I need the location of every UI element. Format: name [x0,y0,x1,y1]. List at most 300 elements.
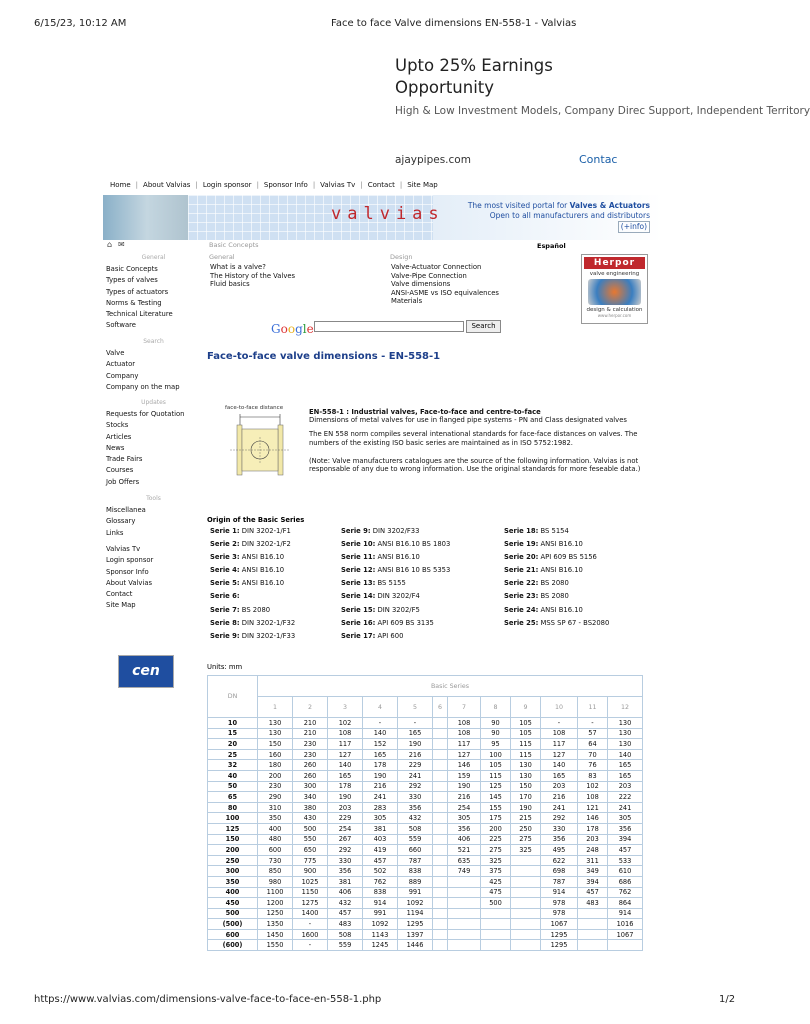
table-cell [481,908,511,919]
origin-title: Origin of the Basic Series [207,516,305,524]
series-standard: ANSI B16.10 [239,553,285,562]
table-cell: 230 [293,739,328,750]
table-cell [433,855,448,866]
table-cell: 140 [608,749,643,760]
ad-domain[interactable]: ajaypipes.com [395,154,471,166]
table-cell: 165 [398,728,433,739]
sidebar-link[interactable]: Miscellanea [106,506,146,514]
table-cell: 117 [541,739,578,750]
series-label: Serie 12: [341,566,376,575]
table-cell: 165 [328,770,363,781]
table-cell: 229 [398,760,433,771]
table-cell [481,929,511,940]
table-cell: 241 [541,802,578,813]
series-label: Serie 11: [341,553,376,562]
table-cell: 105 [511,728,541,739]
table-cell: - [541,718,578,729]
sidebar-link[interactable]: Login sponsor [106,556,154,565]
concept-link[interactable]: Fluid basics [210,280,250,288]
table-cell: 914 [608,908,643,919]
table-cell: 130 [608,728,643,739]
table-cell: 260 [293,770,328,781]
series-standard: ANSI B16.10 [375,553,420,562]
table-cell [433,760,448,771]
basic-concepts-label: Basic Concepts [209,241,259,249]
top-nav [105,181,443,189]
dn-cell: 500 [208,908,258,919]
dn-cell: 250 [208,855,258,866]
series-entry [210,632,295,645]
table-cell: 203 [608,781,643,792]
table-cell: 165 [608,770,643,781]
table-cell: 203 [578,834,608,845]
concept-link[interactable]: Valve-Pipe Connection [391,271,467,280]
sidebar-link[interactable]: Trade Fairs [106,455,143,464]
nav-separator: | [195,181,198,189]
table-cell: 381 [363,823,398,834]
sidebar-link[interactable]: Types of valves [106,276,158,285]
concept-link[interactable]: Valve-Actuator Connection [391,263,482,271]
print-page-title: Face to face Valve dimensions EN-558-1 - Valvias [331,18,577,29]
table-cell [448,898,481,909]
series-label: Serie 8: [210,618,240,627]
table-cell: 430 [293,813,328,824]
table-cell: 170 [511,792,541,803]
table-cell: 349 [578,866,608,877]
table-cell: - [293,919,328,930]
table-cell: 175 [481,813,511,824]
dn-cell: 32 [208,760,258,771]
table-cell [433,781,448,792]
series-entry [341,606,450,619]
table-cell: 1092 [363,919,398,930]
table-cell: 215 [511,813,541,824]
table-cell [433,728,448,739]
table-row [208,728,643,739]
series-column-2 [341,527,450,645]
table-cell [433,929,448,940]
table-cell: 457 [328,908,363,919]
table-row [208,802,643,813]
series-entry [210,540,295,553]
table-cell: 230 [293,749,328,760]
table-cell: 850 [258,866,293,877]
series-column-header: 6 [433,697,448,718]
series-standard: ANSI B16.10 [239,566,285,575]
table-cell: 838 [363,887,398,898]
table-cell: 108 [578,792,608,803]
table-cell: 914 [363,898,398,909]
more-info-link[interactable]: (+info) [618,221,650,233]
table-cell: 432 [328,898,363,909]
table-cell: 216 [398,749,433,760]
sidebar-link[interactable]: Basic Concepts [106,265,158,273]
table-header-row [208,676,643,697]
sidebar-link[interactable]: Requests for Quotation [106,410,185,418]
series-label: Serie 14: [341,592,376,601]
table-cell: 432 [398,813,433,824]
nav-link[interactable]: About Valvias [143,181,191,189]
table-cell: 622 [541,855,578,866]
dn-cell: 400 [208,887,258,898]
ad-headline[interactable]: Upto 25% Earnings Opportunity [395,56,553,97]
table-cell: 1550 [258,940,293,951]
table-cell: 1446 [398,940,433,951]
table-cell: 290 [258,792,293,803]
sidebar-link[interactable]: Company [106,371,139,380]
table-row [208,940,643,951]
herpor-line1: valve engineering [589,271,640,277]
table-cell: 216 [541,792,578,803]
sidebar-link[interactable]: Software [106,321,136,330]
table-cell: 686 [608,876,643,887]
table-cell: 340 [293,792,328,803]
series-label: Serie 20: [504,553,539,562]
sidebar-link[interactable]: About Valvias [106,578,153,587]
table-cell [433,908,448,919]
dn-cell: 300 [208,866,258,877]
table-cell: 190 [511,802,541,813]
google-search-button[interactable]: Search [466,320,501,333]
table-cell: 230 [258,781,293,792]
sidebar-tools-label: Tools [146,495,161,502]
home-icon[interactable]: ⌂ [107,240,113,249]
table-cell: 130 [258,718,293,729]
table-cell: 762 [363,876,398,887]
table-cell: 1025 [293,876,328,887]
google-search-input[interactable] [314,321,464,332]
sidebar-link[interactable]: Types of actuators [106,287,169,296]
nav-link[interactable]: Valvias Tv [320,181,356,189]
table-cell [433,845,448,856]
table-cell: 500 [481,898,511,909]
dn-cell: 150 [208,834,258,845]
sidebar-link[interactable]: Courses [106,466,134,475]
table-cell: 200 [258,770,293,781]
nav-link[interactable]: Sponsor Info [263,181,308,189]
table-cell [433,802,448,813]
table-cell [448,919,481,930]
nav-link[interactable]: Home [110,181,131,189]
series-column-header: 5 [398,697,433,718]
concept-link[interactable]: Materials [391,297,423,305]
concept-link[interactable]: The History of the Valves [210,271,296,280]
dn-cell: 15 [208,728,258,739]
table-cell: 1100 [258,887,293,898]
table-cell: 146 [448,760,481,771]
tagline-bold: Valves & Actuators [569,201,650,210]
table-cell: 130 [608,718,643,729]
table-cell: 635 [448,855,481,866]
google-logo: Google [271,322,314,336]
series-entry [341,592,450,605]
table-cell: 267 [328,834,363,845]
table-cell [448,908,481,919]
table-cell: 475 [481,887,511,898]
table-cell: 650 [293,845,328,856]
table-cell: 108 [328,728,363,739]
mail-icon[interactable]: ✉ [118,240,125,249]
table-cell: 117 [328,739,363,750]
table-row [208,834,643,845]
table-cell [433,940,448,951]
table-cell: 140 [541,760,578,771]
table-cell: 1600 [293,929,328,940]
series-standard: API 600 [375,631,404,640]
table-cell: 1200 [258,898,293,909]
table-subheader-row [208,697,643,718]
series-label: Serie 9: [341,527,371,535]
table-cell: 130 [511,760,541,771]
table-cell: 1295 [541,929,578,940]
table-cell: 250 [511,823,541,834]
series-column-header: 9 [511,697,541,718]
face-to-face-diagram [225,405,295,480]
concept-link[interactable]: What is a valve? [210,263,266,271]
table-cell: 105 [481,760,511,771]
table-cell: 241 [608,802,643,813]
intro-text [309,408,661,473]
sidebar-updates [106,409,184,488]
table-cell: 115 [511,739,541,750]
series-label: Serie 2: [210,540,240,549]
series-standard: ANSI B16 10 BS 5353 [375,566,451,575]
nav-link[interactable]: Contact [367,181,395,189]
dn-cell: 25 [208,749,258,760]
table-cell: 102 [578,781,608,792]
table-cell [511,919,541,930]
table-cell: 330 [541,823,578,834]
sidebar-link[interactable]: Glossary [106,517,136,526]
herpor-image [588,279,641,305]
table-cell: 283 [363,802,398,813]
series-entry [504,592,609,605]
table-cell: 300 [293,781,328,792]
table-cell: 1450 [258,929,293,940]
table-cell [448,940,481,951]
series-label: Serie 7: [210,605,240,614]
table-cell: 216 [363,781,398,792]
table-cell: 100 [481,749,511,760]
table-cell [433,739,448,750]
ad-contact-button[interactable]: Contac [579,153,618,166]
table-cell [578,940,608,951]
table-cell: 356 [448,823,481,834]
table-row [208,855,643,866]
series-column-1 [210,527,295,645]
sidebar-link[interactable]: Sponsor Info [106,567,149,576]
intro-line1: Dimensions of metal valves for use in flanged pipe systems - PN and Class designated valves [309,416,627,425]
table-cell: 457 [608,845,643,856]
sidebar-link[interactable]: Job Offers [106,477,140,486]
sidebar-link[interactable]: Actuator [106,360,136,369]
table-cell: 190 [448,781,481,792]
concept-link[interactable]: Valve dimensions [391,280,451,288]
nav-link[interactable]: Login sponsor [202,181,252,189]
table-row [208,739,643,750]
table-cell: 159 [448,770,481,781]
table-cell: 108 [448,718,481,729]
table-cell: 1275 [293,898,328,909]
sidebar-link[interactable]: Valve [106,349,125,357]
series-entry [210,606,295,619]
table-cell: 140 [328,760,363,771]
sidebar-extra [106,544,153,612]
table-row [208,823,643,834]
table-cell: 1092 [398,898,433,909]
table-cell: 203 [328,802,363,813]
table-cell: 325 [481,855,511,866]
series-column-header: 7 [448,697,481,718]
language-link[interactable]: Español [537,242,566,250]
dn-cell: 600 [208,929,258,940]
series-entry [341,553,450,566]
series-label: Serie 15: [341,605,376,614]
table-cell: 457 [578,887,608,898]
table-cell: 105 [511,718,541,729]
series-entry [210,566,295,579]
table-cell [433,792,448,803]
sidebar-general [106,264,173,332]
table-cell: 406 [328,887,363,898]
table-cell: 275 [511,834,541,845]
table-cell: 864 [608,898,643,909]
banner-tagline [445,201,650,233]
table-row [208,813,643,824]
dn-cell: (500) [208,919,258,930]
table-cell: 403 [363,834,398,845]
table-cell: 425 [481,876,511,887]
table-row [208,718,643,729]
table-cell: 260 [293,760,328,771]
dn-cell: 20 [208,739,258,750]
table-cell: 356 [328,866,363,877]
series-column-header: 8 [481,697,511,718]
series-column-header: 1 [258,697,293,718]
table-cell: 330 [398,792,433,803]
series-column-header: 3 [328,697,363,718]
table-cell: 1397 [398,929,433,940]
diagram-label: face-to-face distance [225,405,284,411]
series-entry [504,553,609,566]
series-entry [341,632,450,645]
table-cell: 1143 [363,929,398,940]
sidebar-link[interactable]: Company on the map [106,382,180,391]
table-cell: 165 [363,749,398,760]
series-entry [504,540,609,553]
page-title: Face-to-face valve dimensions - EN-558-1 [207,351,441,362]
table-cell: 310 [258,802,293,813]
sidebar-link[interactable]: Contact [106,590,133,599]
table-cell: - [363,718,398,729]
sidebar-tools [106,505,146,539]
sidebar-link[interactable]: News [106,443,125,452]
table-cell: 533 [608,855,643,866]
table-cell: 178 [363,760,398,771]
table-cell: 108 [541,728,578,739]
table-cell [511,908,541,919]
series-label: Serie 13: [341,579,376,588]
table-cell: 483 [328,919,363,930]
table-row [208,760,643,771]
sidebar-link[interactable]: Technical Literature [106,310,173,319]
table-cell [448,876,481,887]
table-cell: 380 [293,802,328,813]
table-cell: 125 [481,781,511,792]
table-cell [578,919,608,930]
table-row [208,749,643,760]
nav-separator: | [256,181,259,189]
table-cell: 146 [578,813,608,824]
dn-cell: 80 [208,802,258,813]
table-row [208,845,643,856]
table-cell [448,887,481,898]
concept-link[interactable]: ANSI-ASME vs ISO equivalences [391,288,499,297]
table-cell [608,940,643,951]
table-cell: 775 [293,855,328,866]
sidebar-link[interactable]: Articles [106,432,132,441]
table-cell: 457 [363,855,398,866]
table-cell [433,813,448,824]
table-cell: 115 [511,749,541,760]
sidebar-link[interactable]: Norms & Testing [106,298,162,307]
table-cell [433,876,448,887]
series-label: Serie 17: [341,631,376,640]
units-label: Units: mm [207,663,243,671]
table-cell: 248 [578,845,608,856]
sidebar-link[interactable]: Links [106,528,124,537]
table-cell: 305 [363,813,398,824]
valvias-logo[interactable]: valvias [331,204,445,224]
intro-para1: The EN 558 norm compiles several intenational standards for face-face distances on valves. The numbers of the existing ISO basic series are maintained as in ISO 5752:1982. [309,430,638,447]
table-cell: 400 [258,823,293,834]
table-cell: 108 [448,728,481,739]
series-label: Serie 9: [210,631,240,640]
table-cell: 406 [448,834,481,845]
table-cell: 480 [258,834,293,845]
nav-link[interactable]: Site Map [407,181,438,189]
sidebar-link[interactable]: Valvias Tv [106,545,141,553]
series-label: Serie 23: [504,592,539,601]
table-cell: 495 [541,845,578,856]
print-datetime: 6/15/23, 10:12 AM [34,18,127,29]
table-cell: 150 [258,739,293,750]
table-cell: 155 [481,802,511,813]
sidebar-link[interactable]: Stocks [106,421,129,430]
table-row [208,770,643,781]
table-cell [433,770,448,781]
series-column-header: 11 [578,697,608,718]
table-row [208,876,643,887]
herpor-line2: design & calculation [586,307,643,313]
table-cell: 225 [481,834,511,845]
table-cell: 762 [608,887,643,898]
series-entry [341,619,450,632]
table-cell: 178 [578,823,608,834]
concepts-design-list [391,263,499,306]
herpor-ad[interactable] [581,254,648,324]
series-column-header: 10 [541,697,578,718]
dn-cell: (600) [208,940,258,951]
sidebar-link[interactable]: Site Map [106,601,136,610]
table-cell: 200 [481,823,511,834]
table-cell: 190 [328,792,363,803]
table-cell: 1245 [363,940,398,951]
series-standard: BS 2080 [538,579,569,588]
table-cell [511,887,541,898]
series-column-header: 2 [293,697,328,718]
table-cell: 70 [578,749,608,760]
